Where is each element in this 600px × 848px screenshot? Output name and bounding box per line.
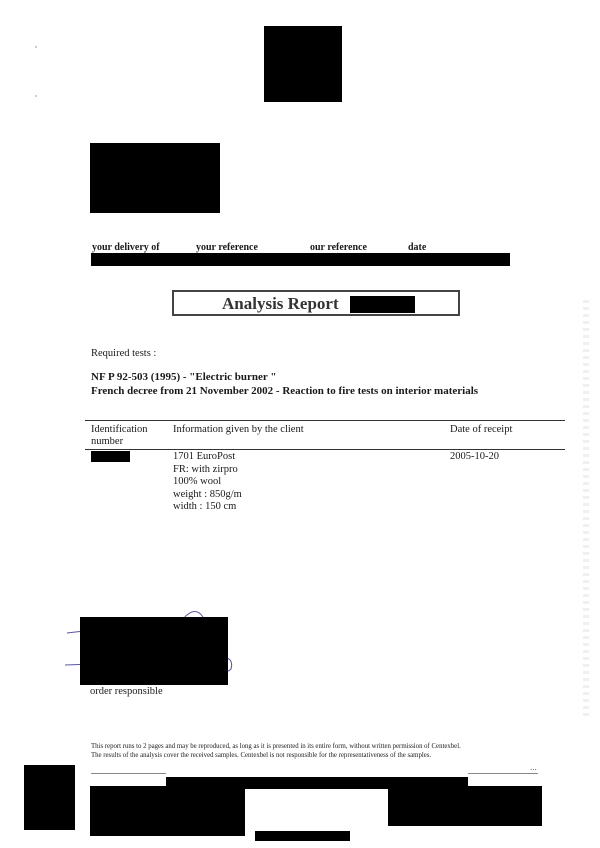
info-line-4: weight : 850g/m <box>173 488 242 500</box>
redacted-signature <box>80 617 228 685</box>
redacted-logo <box>264 26 342 102</box>
info-line-1: 1701 EuroPost <box>173 451 236 462</box>
info-line-3: 100% wool <box>173 476 222 487</box>
redacted-report-number <box>350 296 415 313</box>
norm-line-2: French decree from 21 November 2002 - Reaction to fire tests on interior materials <box>91 385 479 397</box>
info-line-2: FR: with zirpro <box>173 463 238 475</box>
required-tests-label: Required tests : <box>91 348 157 359</box>
redacted-address <box>90 143 220 213</box>
table-header-rule <box>85 449 565 450</box>
table-top-rule <box>85 420 565 421</box>
col-header-identification: Identification number <box>91 424 148 447</box>
footer-rule-right <box>468 773 538 774</box>
info-line-5: width : 150 cm <box>173 501 237 512</box>
norm-line-1: NF P 92-503 (1995) - "Electric burner " <box>91 371 277 383</box>
footer-rule-left <box>91 773 166 774</box>
col-header-date: Date of receipt <box>450 424 513 435</box>
scan-dot <box>35 95 37 97</box>
signature-label: order responsible <box>90 686 163 697</box>
redacted-footer-logo <box>24 765 75 830</box>
label-your-reference: your reference <box>196 242 258 253</box>
label-your-delivery: your delivery of <box>92 242 160 253</box>
scan-dot <box>35 46 37 48</box>
redacted-header-values <box>91 253 510 266</box>
footer-line-1: This report runs to 2 pages and may be reproduced, as long as it is presented in its entire form, without written permission of Centexbel. <box>91 743 461 750</box>
label-date: date <box>408 242 427 253</box>
table-row-info <box>173 451 242 514</box>
side-margin-text <box>583 300 589 720</box>
report-title: Analysis Report <box>222 294 339 313</box>
label-our-reference: our reference <box>310 242 367 253</box>
table-row-date: 2005-10-20 <box>450 451 499 462</box>
footer-ellipsis: ... <box>530 762 537 772</box>
redacted-footer-block-right <box>388 786 542 826</box>
footer-line-2: The results of the analysis cover the received samples. Centexbel is not responsible for the representativeness of the samples. <box>91 752 432 759</box>
redacted-footer-block-bottom <box>255 831 350 841</box>
footer-disclaimer <box>91 742 461 760</box>
redacted-footer-block-left <box>90 786 245 836</box>
col-header-information: Information given by the client <box>173 424 304 435</box>
redacted-identification-number <box>91 451 130 462</box>
